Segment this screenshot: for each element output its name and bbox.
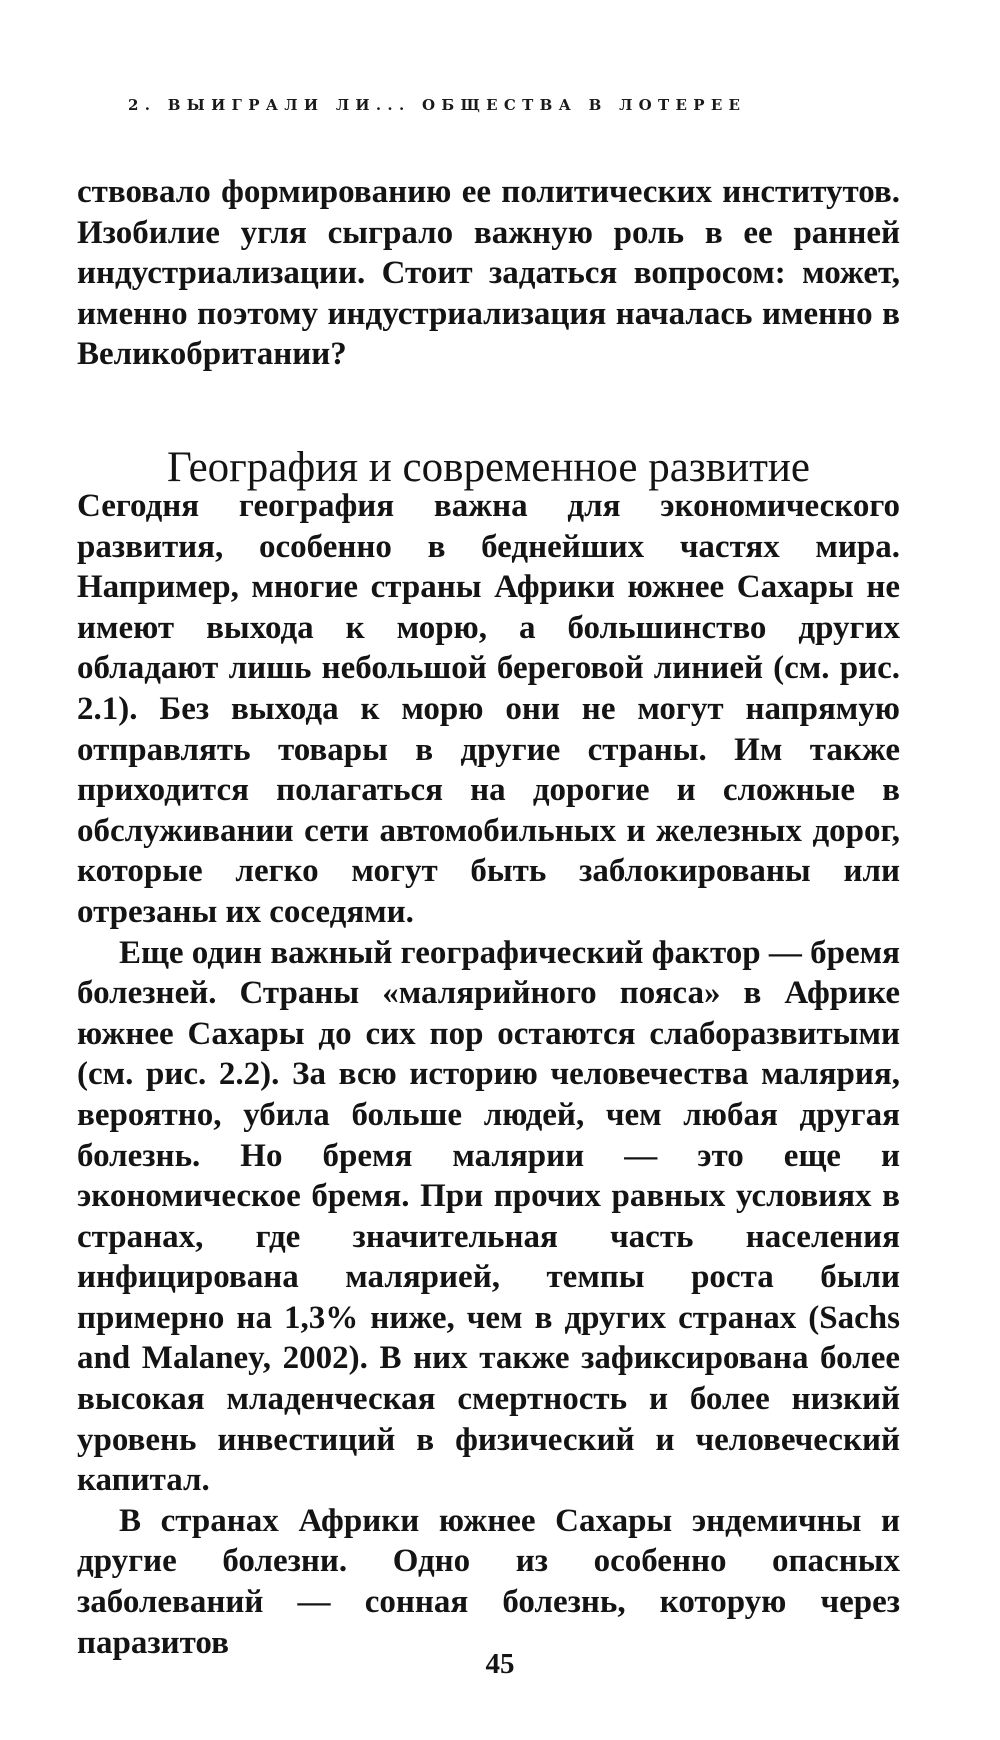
running-header: 2. ВЫИГРАЛИ ЛИ... ОБЩЕСТВА В ЛОТЕРЕЕ (128, 96, 747, 114)
intro-paragraph: ствовало формированию ее политических институтов. Изобилие угля сыграло важную роль в ее ранней индустриализации. Стоит задаться вопросом: может, именно поэтому индустриализация началась именно в Великобритании? (77, 174, 900, 373)
section-heading: География и современное развитие (167, 444, 810, 491)
body-paragraph: В странах Африки южнее Сахары эндемичны и другие болезни. Одно из особенно опасных заболеваний — сонная болезнь, которую через паразитов (77, 1502, 900, 1661)
intro-paragraph-block (77, 172, 900, 375)
body-paragraph: Сегодня география важна для экономического развития, особенно в беднейших частях мира. Например, многие страны Африки южнее Сахары не имеют выхода к морю, а большинство других обладают лишь небольшой береговой линией (см. рис. 2.1). Без выхода к морю они не могут напрямую отправлять товары в другие страны. Им также приходится полагаться на дорогие и сложные в обслуживании сети автомобильных и железных дорог, которые легко могут быть заблокированы или отрезаны их соседями. (77, 488, 900, 930)
body-paragraph: Еще один важный географический фактор — бремя болезней. Страны «малярийного пояса» в Африке южнее Сахары до сих пор остаются слаборазвитыми (см. рис. 2.2). За всю историю человечества малярия, вероятно, убила больше людей, чем любая другая болезнь. Но бремя малярии — это еще и экономическое бремя. При прочих равных условиях в странах, где значительная часть населения инфицирована малярией, темпы роста были примерно на 1,3% ниже, чем в других странах (Sachs and Malaney, 2002). В них также зафиксирована более высокая младенческая смертность и более низкий уровень инвестиций в физический и человеческий капитал. (77, 934, 900, 1499)
section-body (77, 486, 900, 1663)
page-number: 45 (485, 1648, 515, 1680)
